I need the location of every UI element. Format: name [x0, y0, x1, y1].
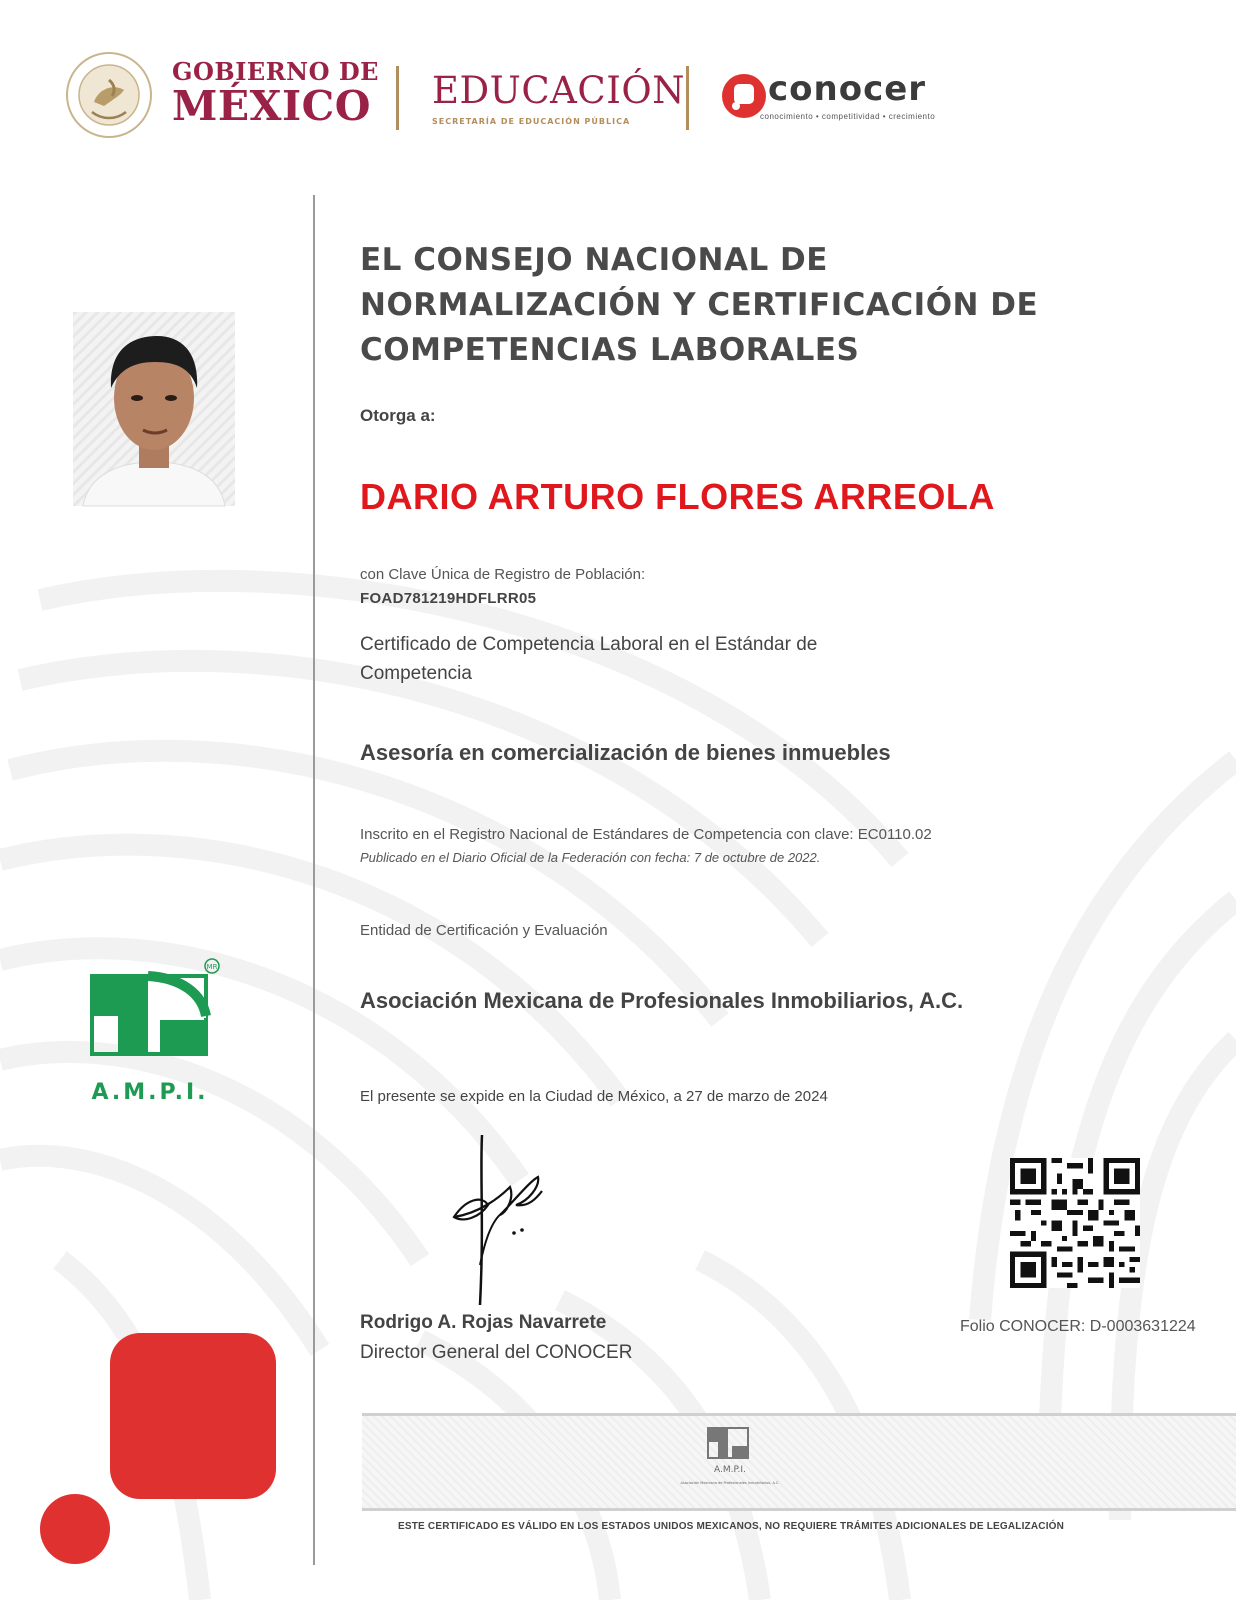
- decorative-red-square: [110, 1333, 276, 1499]
- certifying-entity-label: Entidad de Certificación y Evaluación: [360, 922, 608, 939]
- decorative-red-circle: [40, 1494, 110, 1564]
- security-band: [362, 1413, 1236, 1511]
- educacion-title: EDUCACIÓN: [432, 69, 686, 112]
- ampi-band-logo-text: A.M.P.I.: [714, 1465, 746, 1475]
- holder-name: DARIO ARTURO FLORES ARREOLA: [360, 476, 995, 517]
- ampi-logo: [90, 958, 220, 1103]
- certificate-type: Certificado de Competencia Laboral en el Estándar de Competencia: [360, 634, 818, 684]
- certifying-entity: Asociación Mexicana de Profesionales Inmobiliarios, A.C.: [360, 988, 964, 1013]
- vertical-divider: [313, 195, 315, 1565]
- logo-separator: [396, 66, 399, 130]
- conocer-name: conocer: [768, 69, 927, 109]
- conocer-tagline: conocimiento • competitividad • crecimiento: [760, 112, 936, 121]
- qr-code: [1010, 1158, 1140, 1288]
- signer-name: Rodrigo A. Rojas Navarrete: [360, 1312, 607, 1333]
- gobierno-de-mexico-logo: [172, 57, 379, 130]
- issuer-title: EL CONSEJO NACIONAL DE NORMALIZACIÓN Y CERTIFICACIÓN DE COMPETENCIAS LABORALES: [360, 242, 1039, 368]
- mexico-seal-icon: [64, 50, 154, 140]
- curp-label: con Clave Única de Registro de Población:: [360, 566, 646, 583]
- registry-info: Inscrito en el Registro Nacional de Estándares de Competencia con clave: EC0110.02: [360, 826, 932, 843]
- logo-separator: [686, 66, 689, 130]
- gobierno-line2: MÉXICO: [172, 82, 371, 130]
- issue-place-date: El presente se expide en la Ciudad de México, a 27 de marzo de 2024: [360, 1088, 828, 1105]
- publication-info: Publicado en el Diario Oficial de la Federación con fecha: 7 de octubre de 2022.: [360, 850, 821, 865]
- grants-label: Otorga a:: [360, 406, 436, 425]
- ampi-registered-mark: MR: [206, 963, 218, 971]
- ampi-logo-text: A.M.P.I.: [91, 1080, 209, 1105]
- ampi-mark-icon: [90, 958, 220, 1068]
- director-signature: [450, 1135, 560, 1310]
- educacion-logo: [432, 69, 686, 126]
- gobierno-line1: GOBIERNO DE: [172, 57, 379, 86]
- holder-photo: [73, 312, 235, 506]
- ampi-band-logo-sub: Asociación Mexicana de Profesionales Inmobiliarios, A.C.: [680, 1481, 780, 1485]
- educacion-subtitle: SECRETARÍA DE EDUCACIÓN PÚBLICA: [432, 117, 631, 126]
- header-logos: [60, 44, 1060, 144]
- curp-value: FOAD781219HDFLRR05: [360, 590, 537, 607]
- folio-number: Folio CONOCER: D-0003631224: [960, 1318, 1196, 1335]
- competency-standard: Asesoría en comercialización de bienes inmuebles: [360, 740, 891, 765]
- ampi-band-logo: [680, 1426, 780, 1498]
- signer-title: Director General del CONOCER: [360, 1342, 633, 1363]
- validity-footer: ESTE CERTIFICADO ES VÁLIDO EN LOS ESTADOS UNIDOS MEXICANOS, NO REQUIERE TRÁMITES ADICIONALES DE LEGALIZACIÓN: [398, 1521, 1065, 1532]
